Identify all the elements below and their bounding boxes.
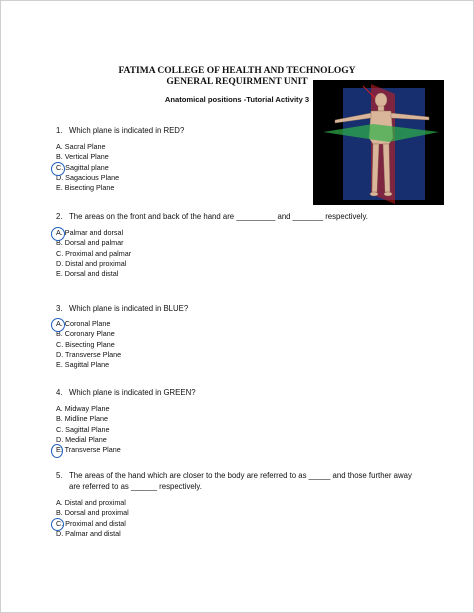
option-d[interactable]: D. Transverse Plane (56, 349, 122, 359)
option-b[interactable]: B. Coronary Plane (56, 329, 115, 339)
option-e[interactable]: E. Transverse Plane (56, 445, 121, 455)
question-number: 5. (56, 471, 63, 480)
question-number: 4. (56, 388, 63, 397)
question-number: 3. (56, 304, 63, 313)
question-text: Which plane is indicated in RED? (69, 126, 185, 135)
option-e[interactable]: E. Bisecting Plane (56, 183, 115, 193)
activity-subtitle: Anatomical positions -Tutorial Activity 3 (164, 95, 310, 104)
question-4 (56, 388, 406, 399)
question-text: The areas on the front and back of the hand are _________ and _______ respectively. (69, 212, 368, 221)
question-number: 1. (56, 126, 63, 135)
human-body-planes-image (313, 80, 444, 205)
anatomical-planes-figure (313, 80, 444, 205)
question-1-options (56, 142, 119, 193)
option-c[interactable]: C. Proximal and palmar (56, 248, 132, 258)
answer-circle-q4 (51, 444, 63, 458)
answer-circle-q1 (51, 162, 65, 176)
college-title: FATIMA COLLEGE OF HEALTH AND TECHNOLOGY (118, 66, 356, 76)
option-a[interactable]: A. Sacral Plane (56, 142, 106, 151)
option-a[interactable]: A. Palmar and dorsal (56, 228, 124, 237)
option-c[interactable]: C. Bisecting Plane (56, 339, 115, 349)
question-5-options (56, 498, 129, 539)
option-a[interactable]: A. Coronal Plane (56, 319, 111, 328)
option-a[interactable]: A. Distal and proximal (56, 498, 126, 507)
question-2-options (56, 228, 131, 279)
option-e[interactable]: E. Sagittal Plane (56, 360, 110, 370)
option-d[interactable]: D. Palmar and distal (56, 528, 121, 538)
option-b[interactable]: B. Vertical Plane (56, 152, 109, 162)
answer-circle-q3 (51, 318, 65, 332)
question-5 (56, 471, 416, 493)
option-d[interactable]: D. Sagacious Plane (56, 172, 120, 182)
option-a[interactable]: A. Midway Plane (56, 404, 110, 413)
option-b[interactable]: B. Midline Plane (56, 414, 108, 424)
option-d[interactable]: D. Distal and proximal (56, 258, 127, 268)
question-text: Which plane is indicated in GREEN? (69, 388, 196, 397)
question-number: 2. (56, 212, 63, 221)
question-4-options (56, 404, 121, 455)
answer-circle-q5 (51, 518, 64, 531)
option-b[interactable]: B. Dorsal and proximal (56, 508, 129, 518)
option-e[interactable]: E. Dorsal and distal (56, 269, 119, 279)
unit-title: GENERAL REQUIRMENT UNIT (166, 77, 308, 87)
question-text: The areas of the hand which are closer to the body are referred to as _____ and those further away are referred to as ______ respectively. (69, 471, 412, 491)
option-c[interactable]: C. Sagittal Plane (56, 424, 110, 434)
question-text: Which plane is indicated in BLUE? (69, 304, 189, 313)
question-3 (56, 304, 406, 315)
option-b[interactable]: B. Dorsal and palmar (56, 238, 124, 248)
question-1 (56, 126, 406, 137)
option-d[interactable]: D. Medial Plane (56, 434, 107, 444)
option-c[interactable]: C. Proximal and distal (56, 518, 126, 528)
question-3-options (56, 319, 121, 370)
option-c[interactable]: C. Sagittal plane (56, 162, 109, 172)
question-2 (56, 212, 416, 223)
answer-circle-q2 (51, 227, 65, 241)
